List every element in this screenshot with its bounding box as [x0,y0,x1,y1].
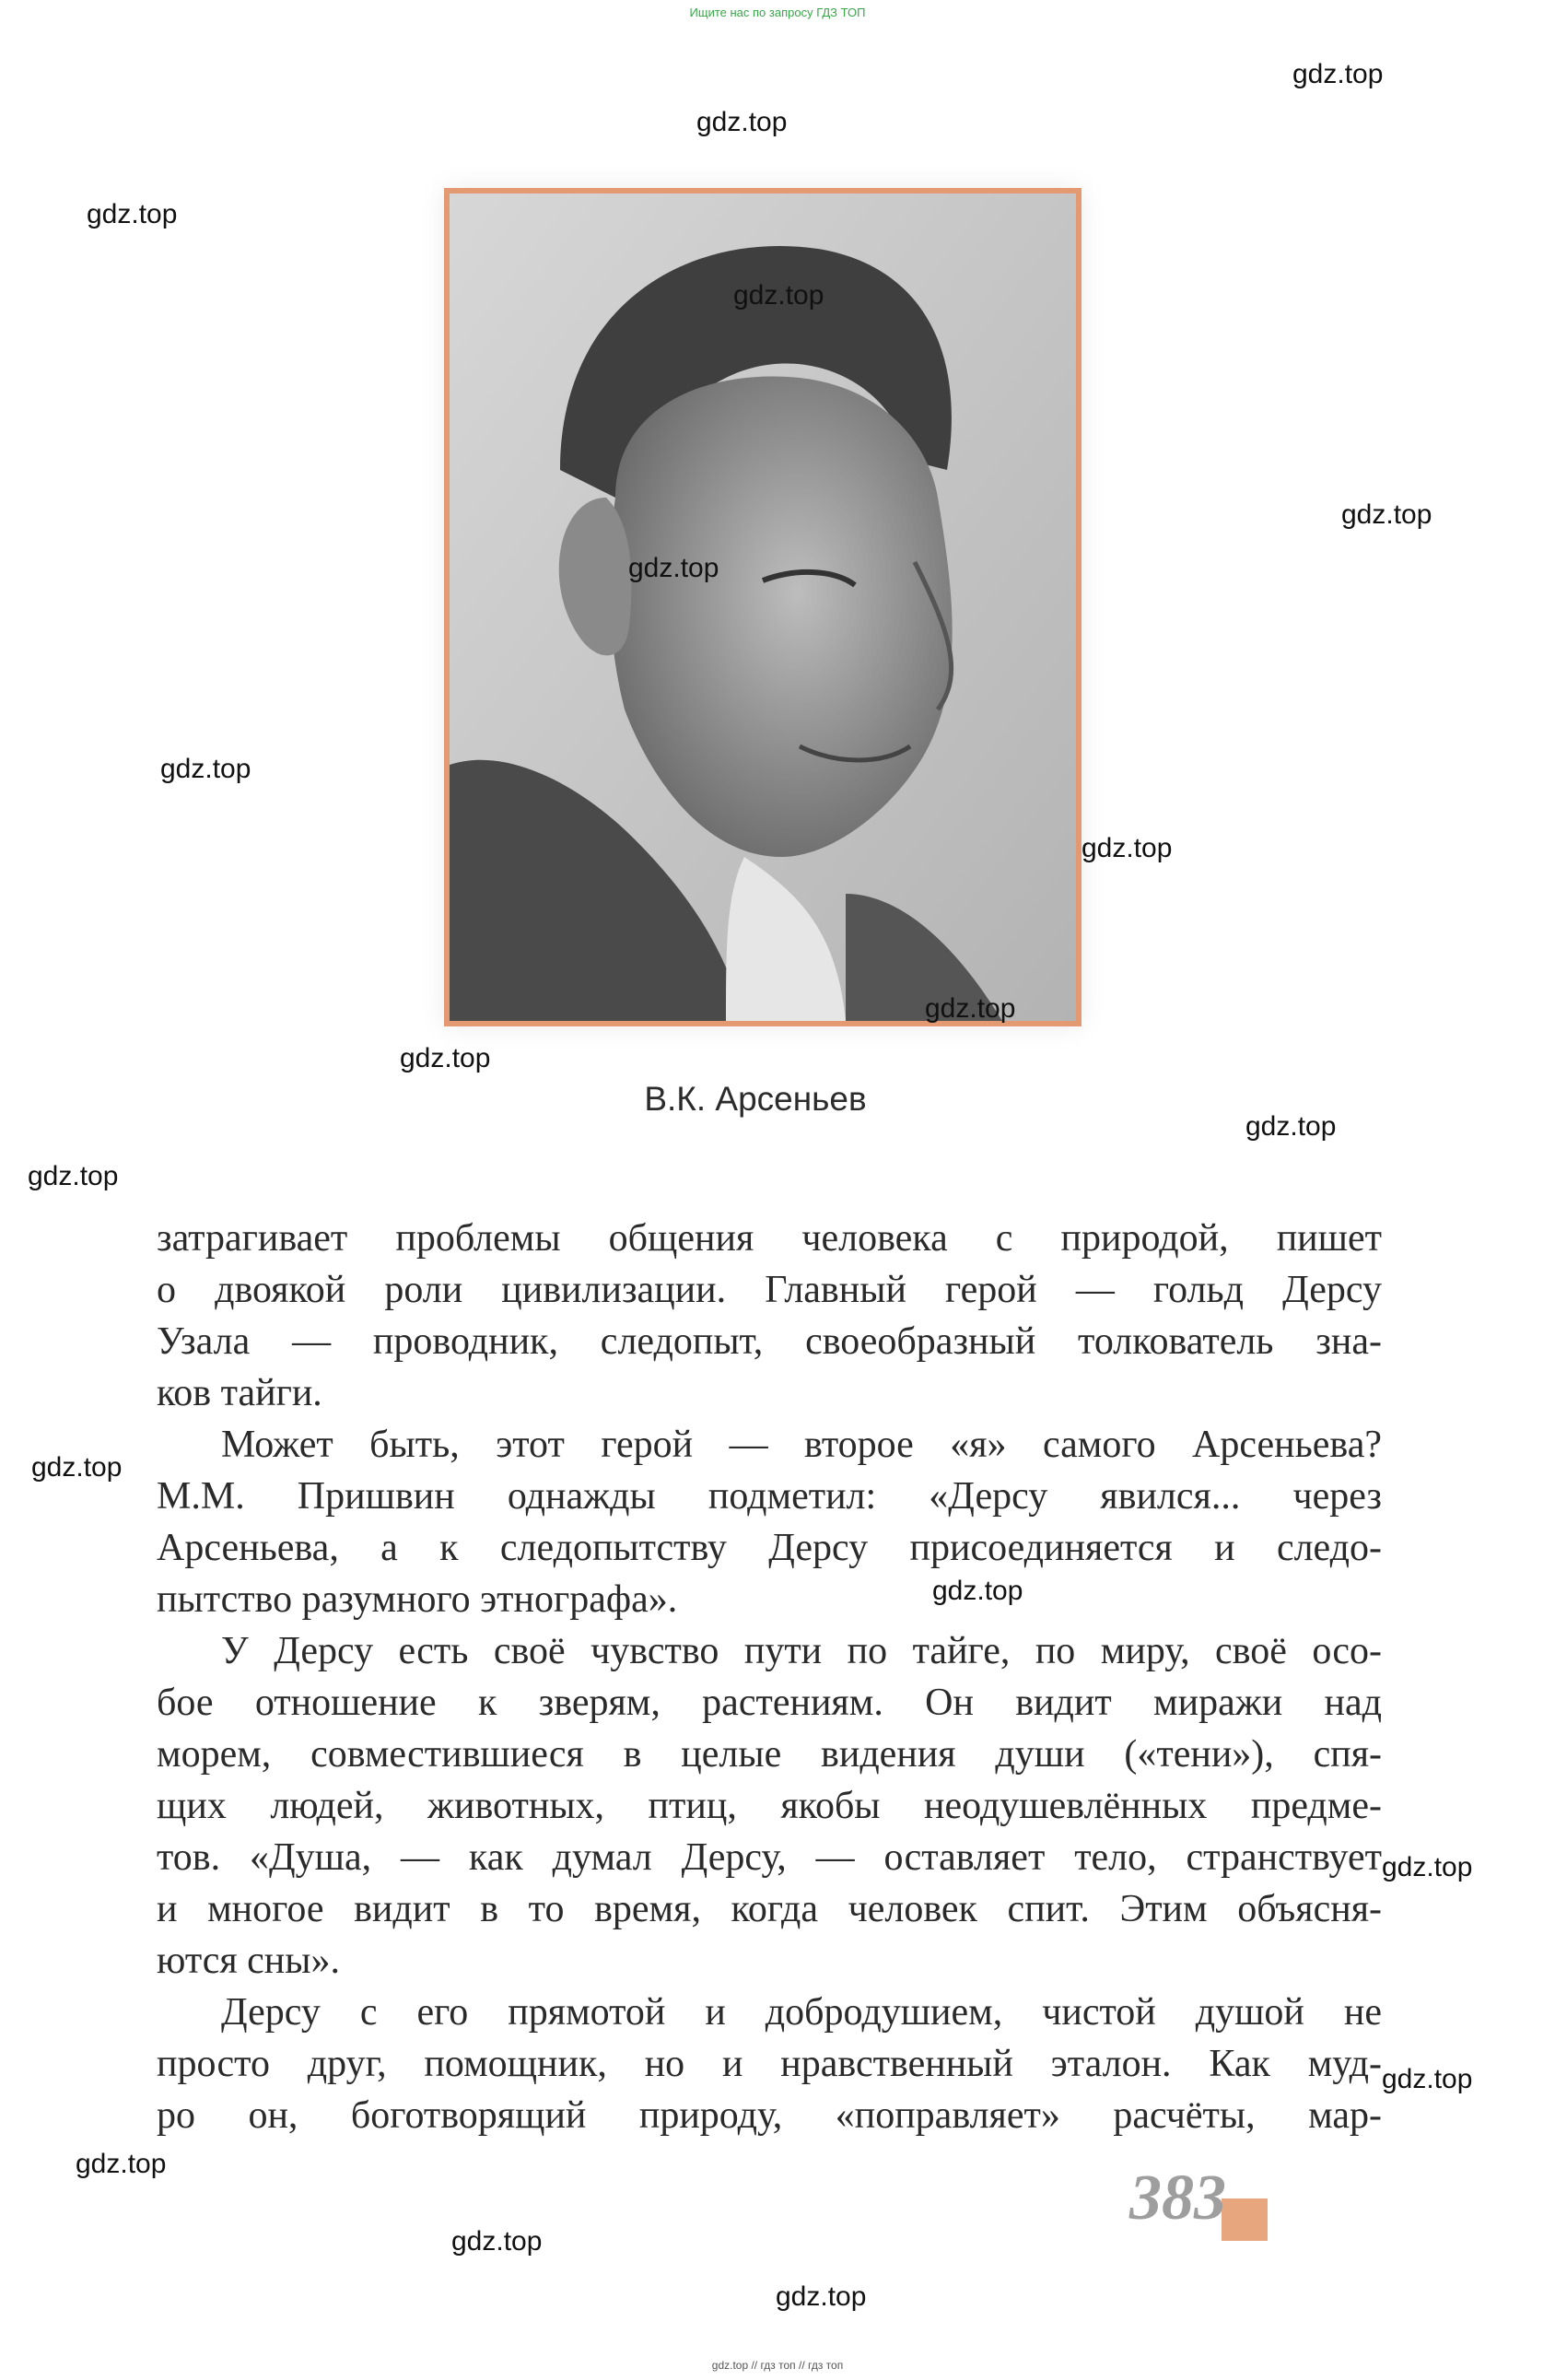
watermark: gdz.top [628,553,719,583]
watermark: gdz.top [1382,1852,1473,1882]
text-line: тов. «Душа, — как думал Дерсу, — оставляет тело, странствует [157,1836,1382,1879]
bottom-banner: gdz.top // гдз топ // гдз топ [711,2359,844,2372]
text-line: У Дерсу есть своё чувство пути по тайге, по миру, своё осо- [221,1630,1382,1672]
text-line: Может быть, этот герой — второе «я» самого Арсеньева? [221,1424,1382,1466]
text-line: и многое видит в то время, когда человек спит. Этим объясня- [157,1888,1382,1930]
watermark: gdz.top [76,2149,167,2179]
portrait-photo [444,188,1081,1026]
text-line: ро он, боготворящий природу, «поправляет» расчёты, мар- [157,2094,1382,2137]
text-line: ются сны». [157,1940,340,1982]
watermark: gdz.top [1341,499,1432,530]
watermark: gdz.top [776,2281,867,2312]
watermark: gdz.top [160,754,251,784]
watermark: gdz.top [1292,59,1384,89]
text-line: бое отношение к зверям, растениям. Он видит миражи над [157,1682,1382,1724]
text-line: щих людей, животных, птиц, якобы неодушевлённых предме- [157,1785,1382,1827]
text-line: Дерсу с его прямотой и добродушием, чистой душой не [221,1991,1382,2034]
text-line: о двоякой роли цивилизации. Главный герой — гольд Дерсу [157,1269,1382,1311]
watermark: gdz.top [925,993,1016,1024]
watermark: gdz.top [1382,2064,1473,2094]
text-line: Арсеньева, а к следопытству Дерсу присоединяется и следо- [157,1527,1382,1569]
watermark: gdz.top [28,1161,119,1191]
text-line: Узала — проводник, следопыт, своеобразный толкователь зна- [157,1320,1382,1363]
watermark: gdz.top [932,1576,1023,1606]
text-line: просто друг, помощник, но и нравственный эталон. Как муд- [157,2043,1382,2085]
text-line: морем, совместившиеся в целые видения души («тени»), спя- [157,1733,1382,1776]
text-line: пытство разумного этнографа». [157,1578,678,1621]
watermark: gdz.top [400,1043,491,1073]
watermark: gdz.top [31,1452,123,1483]
page-number-square [1222,2198,1268,2241]
watermark: gdz.top [451,2226,543,2257]
text-line: М.М. Пришвин однажды подметил: «Дерсу явился... через [157,1475,1382,1518]
page-number: 383 [1129,2163,1226,2233]
watermark: gdz.top [1245,1111,1337,1142]
text-line: затрагивает проблемы общения человека с природой, пишет [157,1217,1382,1260]
text-line: ков тайги. [157,1372,322,1414]
watermark: gdz.top [696,107,788,137]
portrait-image [450,193,1076,1021]
photo-caption: В.К. Арсеньев [644,1080,867,1118]
watermark: gdz.top [733,280,824,311]
watermark: gdz.top [87,199,178,229]
top-banner: Ищите нас по запросу ГДЗ ТОП [689,6,866,19]
body-text [157,1213,1382,2141]
watermark: gdz.top [1081,833,1173,863]
